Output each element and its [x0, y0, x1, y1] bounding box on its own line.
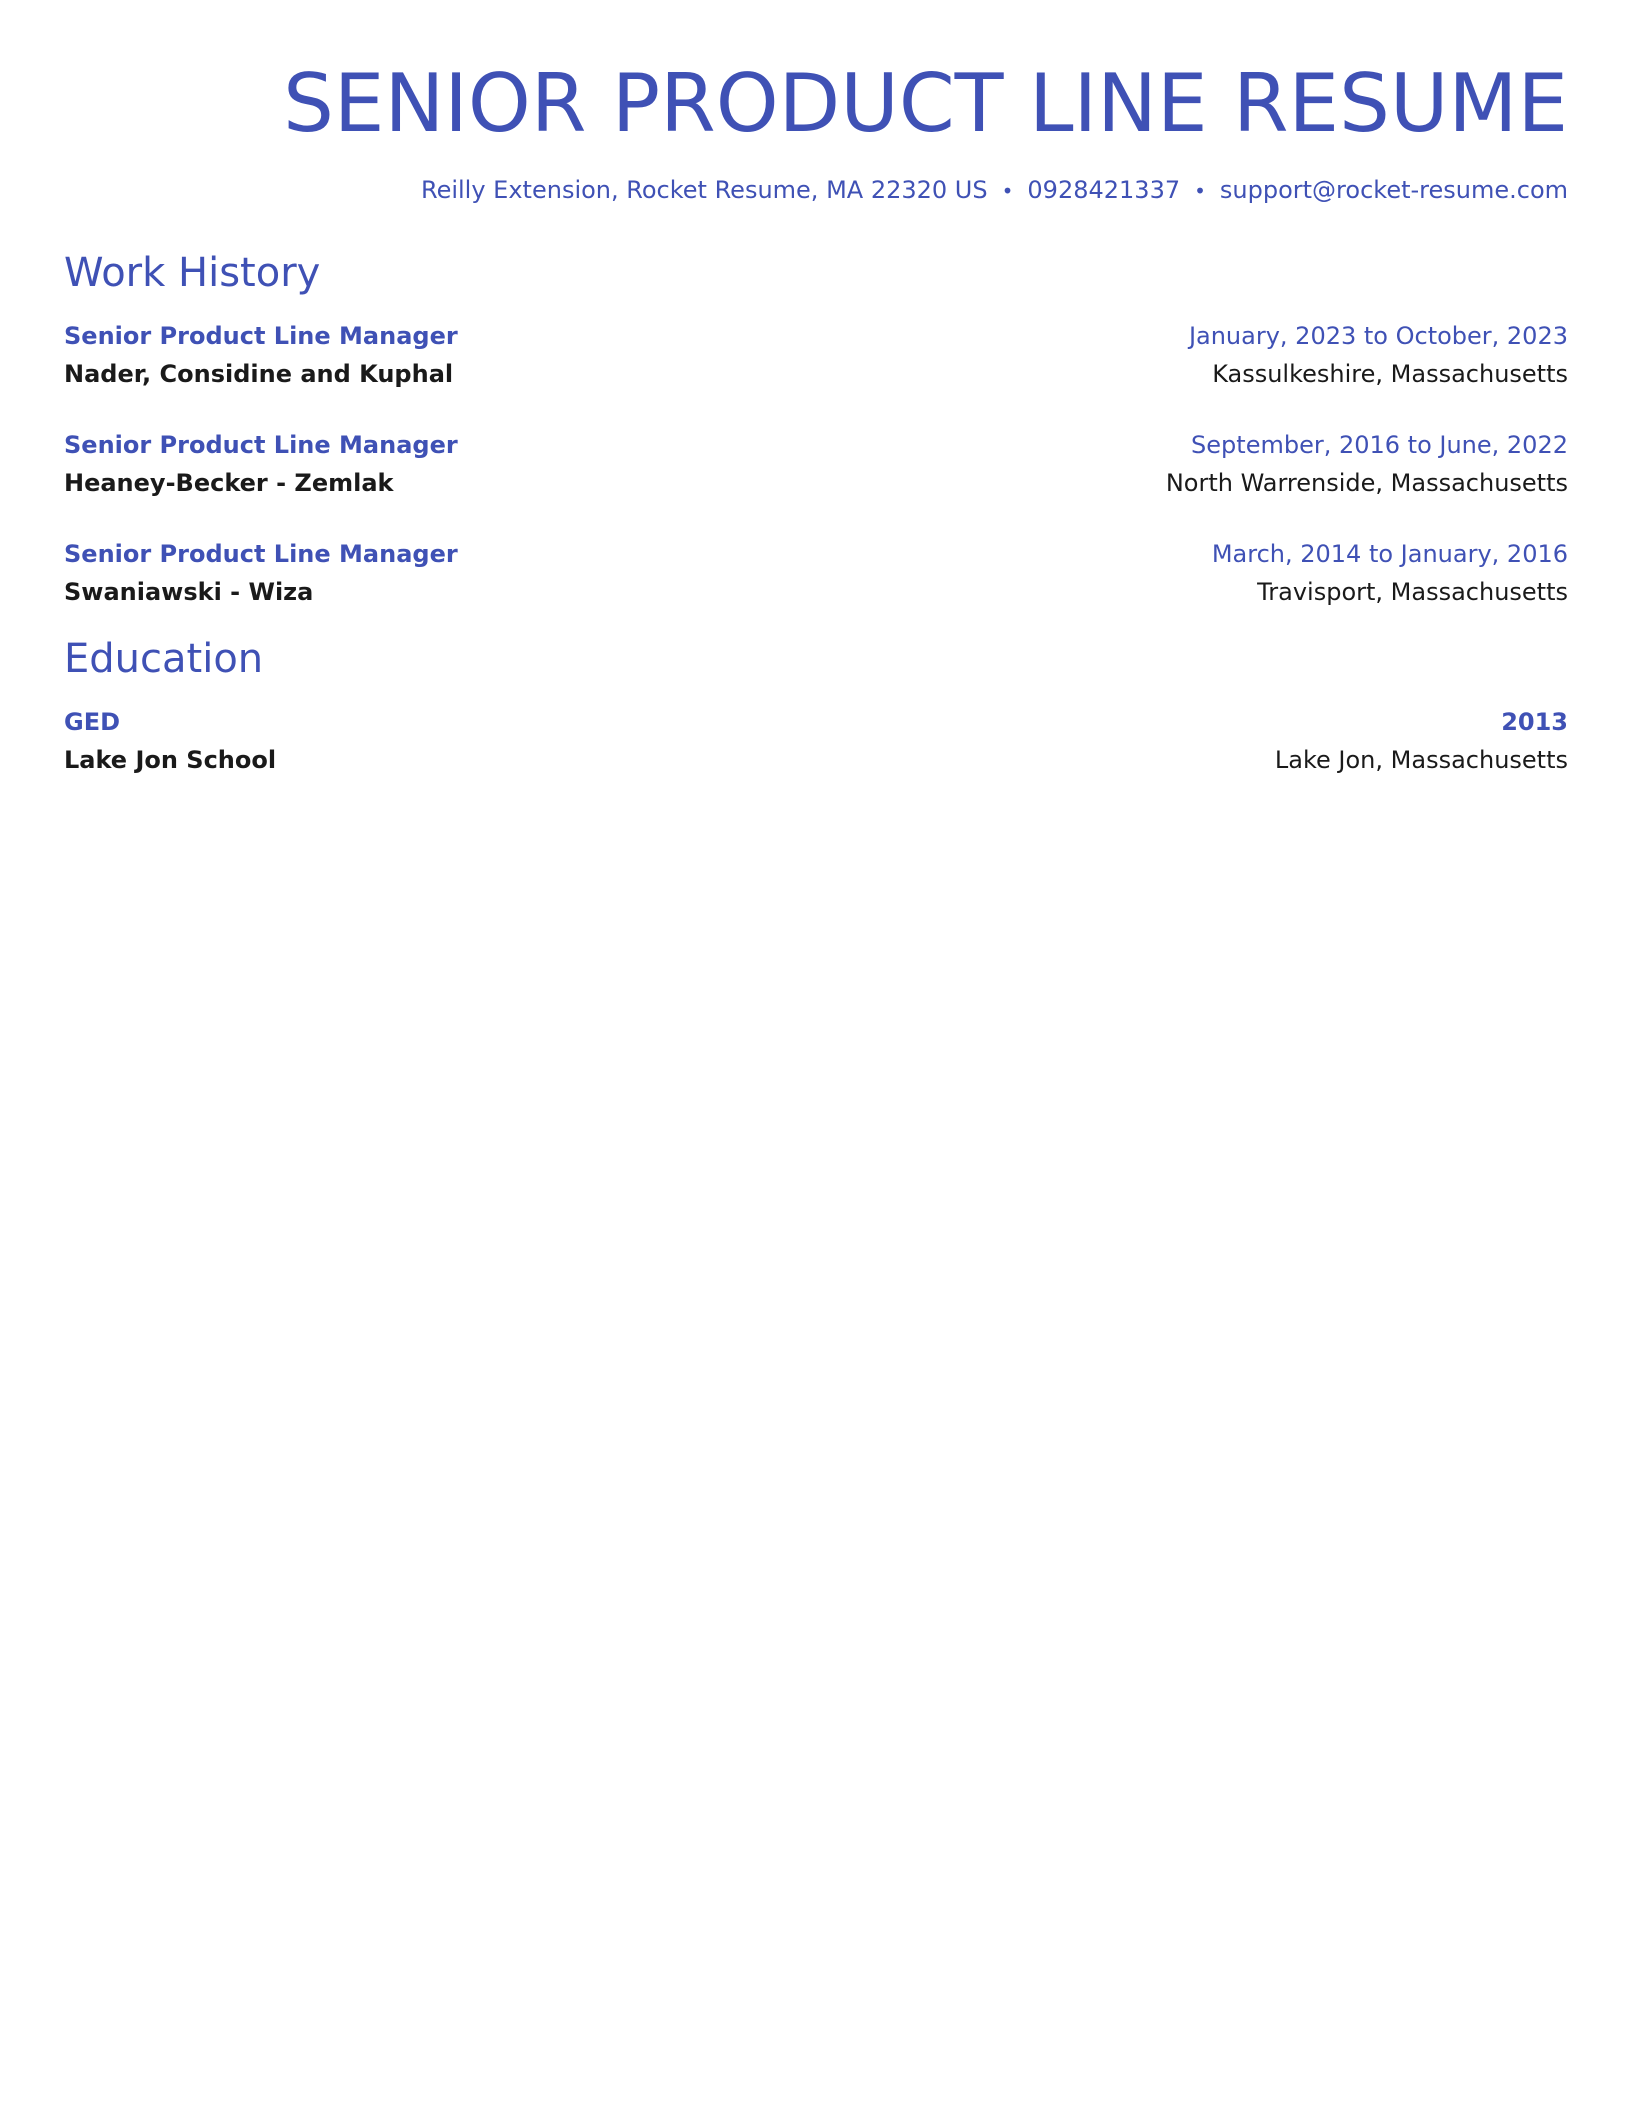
job-title: Senior Product Line Manager [64, 431, 458, 459]
contact-line [64, 174, 1568, 207]
contact-phone: 0928421337 [1027, 176, 1181, 204]
education-header-row [64, 703, 1568, 741]
resume-title: SENIOR PRODUCT LINE RESUME [283, 57, 1568, 150]
job-location: Kassulkeshire, Massachusetts [1212, 360, 1568, 388]
education-degree: GED [64, 708, 121, 736]
job-header-row [64, 317, 1568, 355]
job-header-row [64, 535, 1568, 573]
contact-separator: • [1194, 179, 1206, 203]
work-history-section [64, 249, 1568, 611]
education-school: Lake Jon School [64, 746, 277, 774]
education-section [64, 635, 1568, 779]
job-company: Swaniawski - Wiza [64, 578, 314, 606]
job-entry [64, 426, 1568, 502]
job-title: Senior Product Line Manager [64, 322, 458, 350]
contact-email[interactable]: support@rocket-resume.com [1219, 176, 1568, 204]
contact-address: Reilly Extension, Rocket Resume, MA 22320 US [420, 176, 988, 204]
job-detail-row [64, 573, 1568, 611]
resume-header [64, 0, 1568, 207]
education-year: 2013 [1501, 708, 1568, 736]
job-dates: March, 2014 to January, 2016 [1211, 540, 1568, 568]
work-history-heading: Work History [64, 250, 321, 296]
education-location: Lake Jon, Massachusetts [1274, 746, 1568, 774]
education-entry [64, 703, 1568, 779]
job-location: Travisport, Massachusetts [1257, 578, 1568, 606]
job-dates: September, 2016 to June, 2022 [1191, 431, 1568, 459]
job-title: Senior Product Line Manager [64, 540, 458, 568]
job-detail-row [64, 464, 1568, 502]
job-dates: January, 2023 to October, 2023 [1188, 322, 1568, 350]
job-detail-row [64, 355, 1568, 393]
education-detail-row [64, 741, 1568, 779]
job-header-row [64, 426, 1568, 464]
education-heading: Education [64, 636, 264, 682]
contact-separator: • [1001, 179, 1014, 203]
job-location: North Warrenside, Massachusetts [1165, 469, 1568, 497]
job-company: Heaney-Becker - Zemlak [64, 469, 394, 497]
job-entry [64, 535, 1568, 611]
resume-page [64, 0, 1568, 779]
job-entry [64, 317, 1568, 393]
job-company: Nader, Considine and Kuphal [64, 360, 454, 388]
